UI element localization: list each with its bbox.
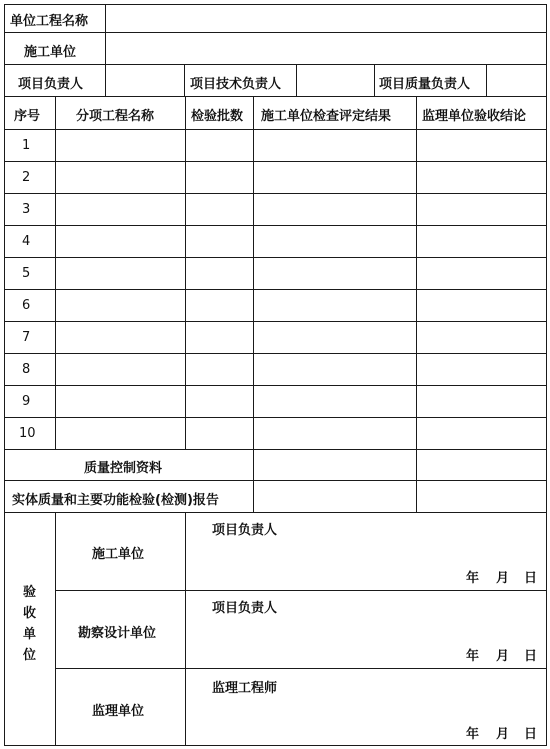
acceptance-char: 位 [23,648,37,663]
unit-project-name-label: 单位工程名称 [10,14,89,29]
rule [4,225,547,226]
rule [55,590,547,591]
rule [4,257,547,258]
date-day: 日 [524,571,538,586]
date-month: 月 [496,571,510,586]
border-left [4,4,5,746]
date-year: 年 [466,571,480,586]
rule-v [185,512,186,746]
construction-unit-field[interactable] [106,33,546,64]
rule [4,193,547,194]
rule-v [253,96,254,512]
tech-manager-label: 项目技术负责人 [190,77,282,92]
rule [4,353,547,354]
construction-unit-label: 施工单位 [24,45,77,60]
date-day: 日 [524,649,538,664]
acceptance-char: 收 [23,606,37,621]
date-day: 日 [524,727,538,742]
acceptance-unit-name: 监理单位 [92,704,145,719]
rule-v [416,96,417,512]
tech-manager-field[interactable] [297,65,374,96]
quality-manager-label: 项目质量负责人 [379,77,471,92]
quality-manager-field[interactable] [487,65,546,96]
acceptance-signer-label: 监理工程师 [212,681,278,696]
row-number: 2 [22,170,31,185]
rule [4,289,547,290]
row-number: 1 [22,138,31,153]
col-header-supervisor-conclusion: 监理单位验收结论 [422,109,527,124]
date-year: 年 [466,727,480,742]
date-month: 月 [496,727,510,742]
acceptance-signer-label: 项目负责人 [212,523,278,538]
acceptance-signer-label: 项目负责人 [212,601,278,616]
rule-v [185,96,186,449]
rule-v [55,512,56,746]
rule [4,385,547,386]
rule-v [55,96,56,449]
project-manager-field[interactable] [106,65,184,96]
rule [4,321,547,322]
rule [55,668,547,669]
rule-v [374,64,375,97]
acceptance-section-label [23,586,36,670]
unit-project-name-field[interactable] [106,5,546,32]
acceptance-unit-name: 施工单位 [92,547,145,562]
quality-control-docs-label: 质量控制资料 [84,461,163,476]
row-number: 9 [22,394,31,409]
acceptance-char: 单 [23,627,37,642]
col-header-subitem: 分项工程名称 [76,109,155,124]
row-number: 6 [22,298,31,313]
rule [4,129,547,130]
row-number: 4 [22,234,31,249]
col-header-seq: 序号 [14,109,41,124]
inspection-report-label: 实体质量和主要功能检验(检测)报告 [12,493,219,508]
row-number: 8 [22,362,31,377]
rule [4,64,547,65]
row-number: 10 [19,426,36,441]
row-number: 5 [22,266,31,281]
col-header-batches: 检验批数 [191,109,244,124]
row-number: 7 [22,330,31,345]
row-number: 3 [22,202,31,217]
rule [4,449,547,450]
border-bottom [4,745,547,746]
rule [4,480,547,481]
rule [4,417,547,418]
rule [4,512,547,513]
project-manager-label: 项目负责人 [18,77,84,92]
rule [4,96,547,97]
date-month: 月 [496,649,510,664]
rule [4,161,547,162]
rule-v [184,64,185,97]
acceptance-char: 验 [23,585,37,600]
date-year: 年 [466,649,480,664]
acceptance-unit-name: 勘察设计单位 [78,626,157,641]
col-header-contractor-result: 施工单位检查评定结果 [261,109,392,124]
border-right [546,4,547,746]
